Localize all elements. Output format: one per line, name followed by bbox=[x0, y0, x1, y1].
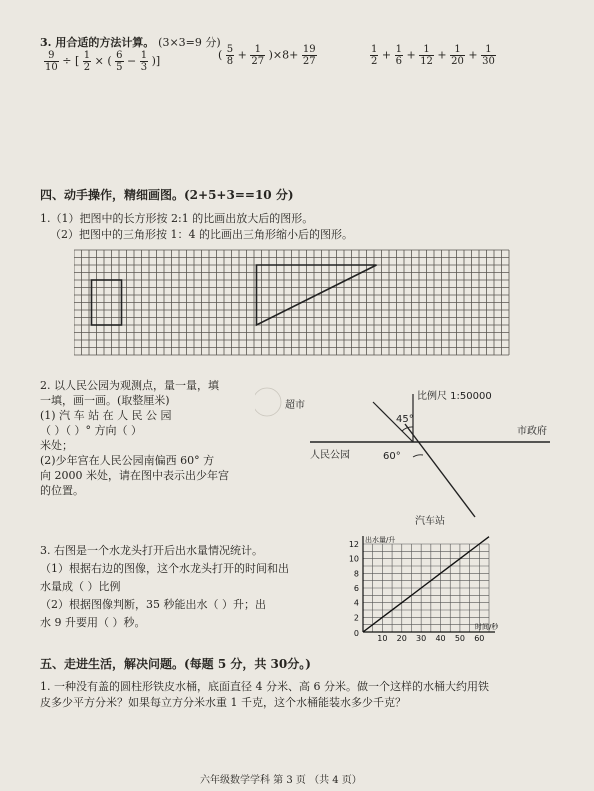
q2-text bbox=[40, 378, 229, 498]
water-flow-chart bbox=[335, 532, 505, 644]
angle-arc-60 bbox=[413, 455, 423, 457]
fraction bbox=[140, 50, 148, 73]
angle-label-45: 45° bbox=[396, 414, 414, 425]
chart-y-tick-label: 10 bbox=[348, 554, 359, 564]
denominator: 20 bbox=[451, 56, 464, 67]
chart-y-tick-label: 2 bbox=[353, 613, 359, 623]
denominator: 6 bbox=[395, 56, 402, 67]
numerator: 9 bbox=[44, 50, 59, 62]
denominator: 2 bbox=[371, 56, 378, 67]
s5-q1-line1: 1. 一种没有盖的圆柱形铁皮水桶，底面直径 4 分米、高 6 分米。做一个这样的水桶大约用铁 bbox=[40, 680, 489, 693]
chart-x-tick-label: 60 bbox=[474, 634, 485, 643]
operator: )] bbox=[151, 54, 161, 68]
fraction bbox=[450, 44, 465, 67]
operator: + bbox=[237, 48, 247, 62]
label-park: 人民公园 bbox=[310, 450, 350, 461]
numerator: 1 bbox=[371, 44, 378, 55]
label-supermarket: 超市 bbox=[285, 400, 305, 411]
q2-line: 向 2000 米处，请在图中表示出少年宫 bbox=[40, 469, 229, 482]
section3-title: 3. 用合适的方法计算。 bbox=[40, 36, 155, 49]
operator: )×8+ bbox=[268, 48, 299, 62]
operator: + bbox=[381, 48, 392, 62]
operator: + bbox=[406, 48, 416, 62]
denominator: 10 bbox=[45, 62, 58, 73]
denominator: 2 bbox=[83, 62, 91, 73]
q3-line: （1）根据右边的图像，这个水龙头打开的时间和出 bbox=[40, 562, 289, 575]
fraction bbox=[302, 44, 317, 67]
q3-line: 水量成（ ）比例 bbox=[40, 580, 121, 593]
operator: − bbox=[127, 54, 137, 68]
q2-line: 一填，画一画。(取整厘米) bbox=[40, 394, 170, 407]
chart-y-tick-label: 4 bbox=[353, 598, 359, 608]
chart-y-axis-label: 出水量/升 bbox=[365, 536, 396, 544]
denominator: 3 bbox=[140, 62, 148, 73]
section3-score: (3×3=9 分) bbox=[158, 36, 221, 49]
operator: ( bbox=[218, 48, 223, 62]
operator: + bbox=[468, 48, 478, 62]
numerator: 1 bbox=[140, 50, 148, 61]
numerator: 1 bbox=[250, 44, 265, 56]
section4-heading: 四、动手操作，精细画图。(2+5+3==10 分) bbox=[40, 188, 294, 202]
operator: + bbox=[437, 48, 447, 62]
label-bus-station: 汽车站 bbox=[415, 516, 445, 527]
chart-y-tick-label: 12 bbox=[348, 540, 359, 549]
numerator: 1 bbox=[450, 44, 465, 56]
angle-arc-45 bbox=[402, 427, 413, 431]
section3-heading bbox=[40, 36, 221, 50]
map-scale: 比例尺 1:50000 bbox=[417, 391, 492, 402]
expr1 bbox=[44, 50, 160, 73]
q1-line2: （2）把图中的三角形按 1：4 的比画出三角形缩小后的图形。 bbox=[50, 228, 353, 241]
fraction bbox=[370, 44, 378, 67]
fraction bbox=[226, 44, 234, 67]
q3-text bbox=[40, 542, 289, 632]
denominator: 27 bbox=[302, 56, 316, 67]
chart-x-tick-label: 10 bbox=[377, 634, 388, 643]
chart-x-axis-label: 时间/秒 bbox=[475, 623, 499, 631]
denominator: 30 bbox=[482, 56, 495, 67]
fraction bbox=[395, 44, 403, 67]
q2-line: 的位置。 bbox=[40, 484, 84, 497]
compass-ghost bbox=[255, 388, 281, 416]
q3-line: 3. 右图是一个水龙头打开后出水量情况统计。 bbox=[40, 544, 263, 557]
numerator: 5 bbox=[226, 44, 234, 55]
numerator: 1 bbox=[83, 50, 91, 61]
q2-line: (2)少年宫在人民公园南偏西 60° 方 bbox=[40, 454, 215, 467]
chart-origin-label: 0 bbox=[353, 629, 359, 638]
fraction bbox=[44, 50, 59, 73]
direction-map bbox=[255, 372, 555, 532]
numerator: 19 bbox=[302, 44, 316, 55]
q1-line1: 1.（1）把图中的长方形按 2:1 的比画出放大后的图形。 bbox=[40, 212, 314, 225]
fraction bbox=[115, 50, 123, 73]
chart-x-tick-label: 50 bbox=[454, 634, 466, 643]
q2-line: （ ）（ ）° 方向（ ） bbox=[40, 424, 142, 437]
chart-series-line bbox=[363, 537, 489, 632]
denominator: 12 bbox=[420, 56, 433, 67]
denominator: 5 bbox=[116, 62, 123, 73]
section5-heading: 五、走进生活，解决问题。(每题 5 分，共 30分。) bbox=[40, 657, 311, 671]
q2-line: 米处； bbox=[40, 439, 73, 452]
denominator: 27 bbox=[251, 56, 265, 67]
numerator: 1 bbox=[395, 44, 402, 55]
expr3 bbox=[370, 44, 496, 67]
operator: ÷ [ bbox=[62, 54, 80, 68]
numerator: 1 bbox=[481, 44, 496, 56]
numerator: 1 bbox=[419, 44, 434, 56]
shape-grid bbox=[74, 245, 519, 360]
label-city-hall: 市政府 bbox=[517, 426, 547, 437]
chart-y-tick-label: 6 bbox=[353, 584, 359, 593]
page-footer: 六年级数学学科 第 3 页 （共 4 页） bbox=[200, 775, 362, 786]
chart-x-tick-label: 30 bbox=[416, 634, 427, 643]
q2-line: 2. 以人民公园为观测点，量一量，填 bbox=[40, 379, 219, 392]
s5-q1-line2: 皮多少平方分米？如果每立方分米水重 1 千克，这个水桶能装水多少千克？ bbox=[40, 696, 406, 709]
chart-x-tick-label: 40 bbox=[435, 634, 446, 643]
bus-station-ray bbox=[405, 424, 475, 517]
fraction bbox=[83, 50, 91, 73]
operator: × ( bbox=[94, 54, 112, 68]
fraction bbox=[481, 44, 496, 67]
fraction bbox=[250, 44, 265, 67]
numerator: 6 bbox=[116, 50, 123, 61]
fraction bbox=[419, 44, 434, 67]
denominator: 8 bbox=[226, 56, 234, 67]
q3-line: （2）根据图像判断，35 秒能出水（ ）升；出 bbox=[40, 598, 266, 611]
angle-label-60: 60° bbox=[383, 451, 401, 462]
chart-x-tick-label: 20 bbox=[396, 634, 407, 643]
q2-line: (1) 汽 车 站 在 人 民 公 园 bbox=[40, 409, 172, 422]
q3-line: 水 9 升要用（ ）秒。 bbox=[40, 616, 146, 629]
expr2 bbox=[218, 44, 317, 67]
chart-y-tick-label: 8 bbox=[353, 569, 359, 579]
